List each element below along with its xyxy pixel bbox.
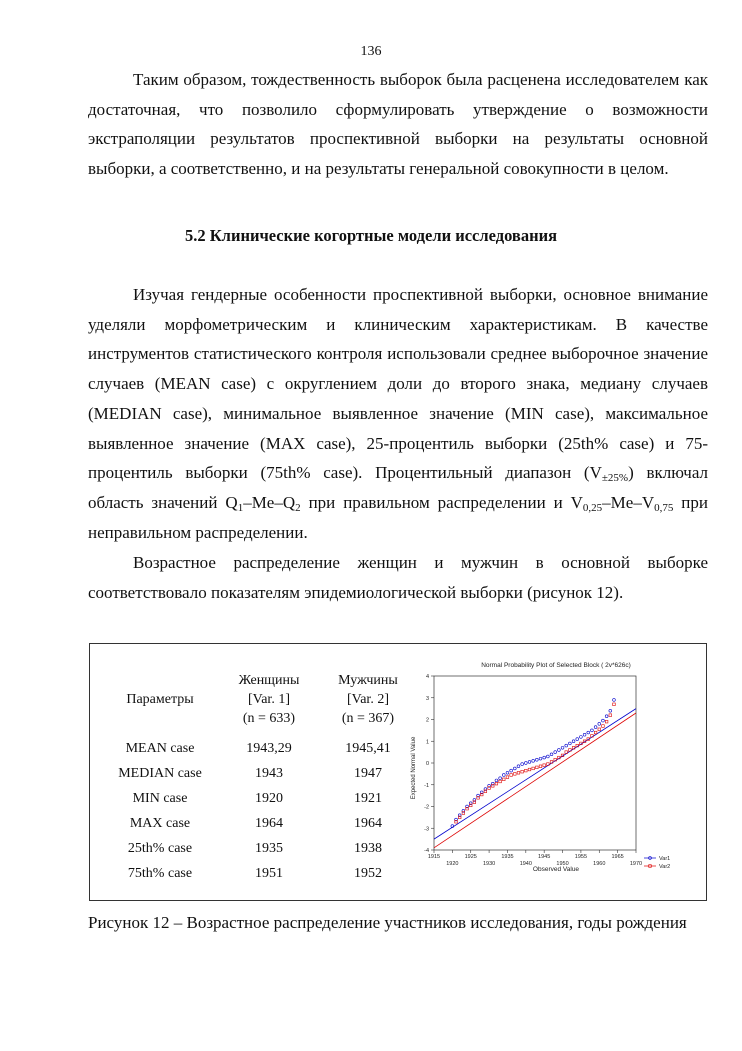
- data-point-var1: [546, 755, 549, 758]
- data-point-var2: [521, 770, 524, 773]
- parameters-table: [102, 662, 416, 886]
- legend-label-var2: Var2: [659, 864, 671, 870]
- data-point-var2: [602, 725, 605, 728]
- data-point-var2: [543, 764, 546, 767]
- data-point-var1: [598, 722, 601, 725]
- x-tick-label: 1950: [556, 861, 569, 867]
- fit-line-var1: [434, 709, 636, 840]
- data-point-var2: [594, 731, 597, 734]
- x-tick-label: 1955: [574, 854, 588, 860]
- data-point-var1: [605, 715, 608, 718]
- data-point-var2: [514, 773, 517, 776]
- data-point-var2: [495, 782, 498, 785]
- data-point-var1: [565, 744, 568, 747]
- x-tick-label: 1925: [464, 854, 477, 860]
- param-header: Параметры: [126, 691, 194, 707]
- data-point-var1: [554, 751, 557, 754]
- x-tick-label: 1930: [482, 861, 496, 867]
- data-point-var1: [543, 756, 546, 759]
- table-row: MIN case 1920 1921: [132, 790, 382, 806]
- data-point-var1: [539, 757, 542, 760]
- data-point-var1: [510, 769, 513, 772]
- data-point-var2: [506, 776, 509, 779]
- x-tick-label: 1920: [446, 861, 459, 867]
- data-point-var2: [536, 766, 539, 769]
- normal-probability-chart: [408, 658, 698, 888]
- data-point-var2: [499, 780, 502, 783]
- x-tick-label: 1935: [501, 854, 514, 860]
- data-point-var1: [587, 731, 590, 734]
- y-tick-label: 1: [425, 739, 429, 746]
- data-point-var1: [576, 738, 579, 741]
- data-point-var2: [532, 767, 535, 770]
- x-tick-label: 1960: [593, 861, 606, 867]
- data-point-var1: [580, 736, 583, 739]
- data-point-var2: [613, 703, 616, 706]
- data-point-var1: [521, 763, 524, 766]
- data-point-var1: [528, 761, 531, 764]
- page-number: 136: [360, 44, 382, 59]
- data-point-var1: [613, 699, 616, 702]
- figure-caption: Рисунок 12 – Возрастное распределение участников исследования, годы рождения: [88, 913, 687, 932]
- data-point-var1: [591, 729, 594, 732]
- paragraph-2: Изучая гендерные особенности проспективной выборки, основное внимание уделяли морфометрическим и клиническим характеристикам. В качестве инструментов статистического контроля использовали среднее выборочное значение случаев (MEAN case) с округлением доли до второго знака, медиану случаев (MEDIAN case), минимальное выявленное значение (MIN case), максимальное выявленное значение (MAX case), 25-процентиль выборки (25th% case) и 75-процентиль выборки (75th% case). Процентильный диапазон $(V_{\pm 25\%})$ включал область значений $Q_1-Me-Q_2$ при правильном распределении и $V_{0,25}-Me-V_{0,75}$ при неправильном распределении.: [88, 285, 708, 542]
- data-point-var2: [517, 771, 520, 774]
- data-point-var1: [561, 746, 564, 749]
- table-row: 75th% case 1951 1952: [127, 865, 382, 881]
- paragraph-3: Возрастное распределение женщин и мужчин в основной выборке соответствовало показателям эпидемиологической выборки (рисунок 12).: [88, 553, 708, 602]
- data-point-var1: [524, 762, 527, 765]
- data-point-var1: [535, 758, 538, 761]
- data-point-var1: [594, 726, 597, 729]
- data-point-var2: [609, 714, 612, 717]
- data-point-var1: [499, 777, 502, 780]
- x-axis-label: Observed Value: [532, 866, 580, 873]
- data-point-var2: [539, 765, 542, 768]
- y-tick-label: 4: [425, 674, 429, 680]
- y-tick-label: 3: [425, 695, 429, 702]
- y-tick-label: -1: [424, 782, 429, 789]
- fit-line-var2: [434, 713, 636, 848]
- data-point-var1: [517, 765, 520, 768]
- data-point-var1: [583, 733, 586, 736]
- data-point-var1: [513, 767, 516, 770]
- x-tick-label: 1915: [427, 854, 441, 860]
- data-point-var1: [550, 753, 553, 756]
- data-point-var1: [506, 771, 509, 774]
- paragraph-1: Таким образом, тождественность выборок была расценена исследователем как достаточная, что позволило сформулировать утверждение о возможности экстраполяции результатов проспективной выборки на результаты основной выборки, а соответственно, и на результаты генеральной совокупности в целом.: [88, 70, 708, 179]
- data-point-var2: [605, 720, 608, 723]
- plot-frame: [434, 676, 636, 850]
- data-point-var1: [568, 742, 571, 745]
- chart-title: Normal Probability Plot of Selected Block ( 2v*626c): [481, 662, 631, 669]
- x-tick-label: 1965: [611, 854, 624, 860]
- y-axis-label: Expected Normal Value: [411, 736, 417, 800]
- legend-label-var1: Var1: [659, 856, 671, 862]
- y-tick-label: -4: [424, 848, 429, 854]
- y-tick-label: 0: [425, 761, 429, 767]
- men-header: Мужчины [Var. 2] (n = 367): [338, 672, 398, 726]
- data-point-var1: [532, 759, 535, 762]
- data-point-var2: [510, 774, 513, 777]
- data-point-var2: [528, 768, 531, 771]
- x-tick-label: 1970: [629, 861, 643, 867]
- women-header: Женщины [Var. 1] (n = 633): [238, 672, 300, 726]
- table-row: MAX case 1964 1964: [129, 815, 382, 831]
- data-point-var2: [598, 728, 601, 731]
- data-point-var1: [609, 709, 612, 712]
- x-tick-label: 1940: [519, 861, 532, 867]
- data-point-var1: [572, 740, 575, 743]
- data-point-var1: [502, 774, 505, 777]
- table-row: MEDIAN case 1943 1947: [118, 765, 382, 781]
- x-tick-label: 1945: [538, 854, 551, 860]
- data-point-var1: [602, 719, 605, 722]
- data-point-var2: [525, 769, 528, 772]
- data-point-var1: [557, 749, 560, 752]
- table-row: MEAN case 1943,29 1945,41: [125, 740, 391, 756]
- y-tick-label: -3: [424, 826, 429, 833]
- table-row: 25th% case 1935 1938: [127, 840, 382, 856]
- y-tick-label: 2: [425, 717, 429, 724]
- section-heading: 5.2 Клинические когортные модели исследования: [184, 226, 558, 245]
- data-point-var2: [502, 778, 505, 781]
- y-tick-label: -2: [424, 804, 429, 811]
- data-point-var1: [495, 779, 498, 782]
- figure-box: [89, 643, 707, 901]
